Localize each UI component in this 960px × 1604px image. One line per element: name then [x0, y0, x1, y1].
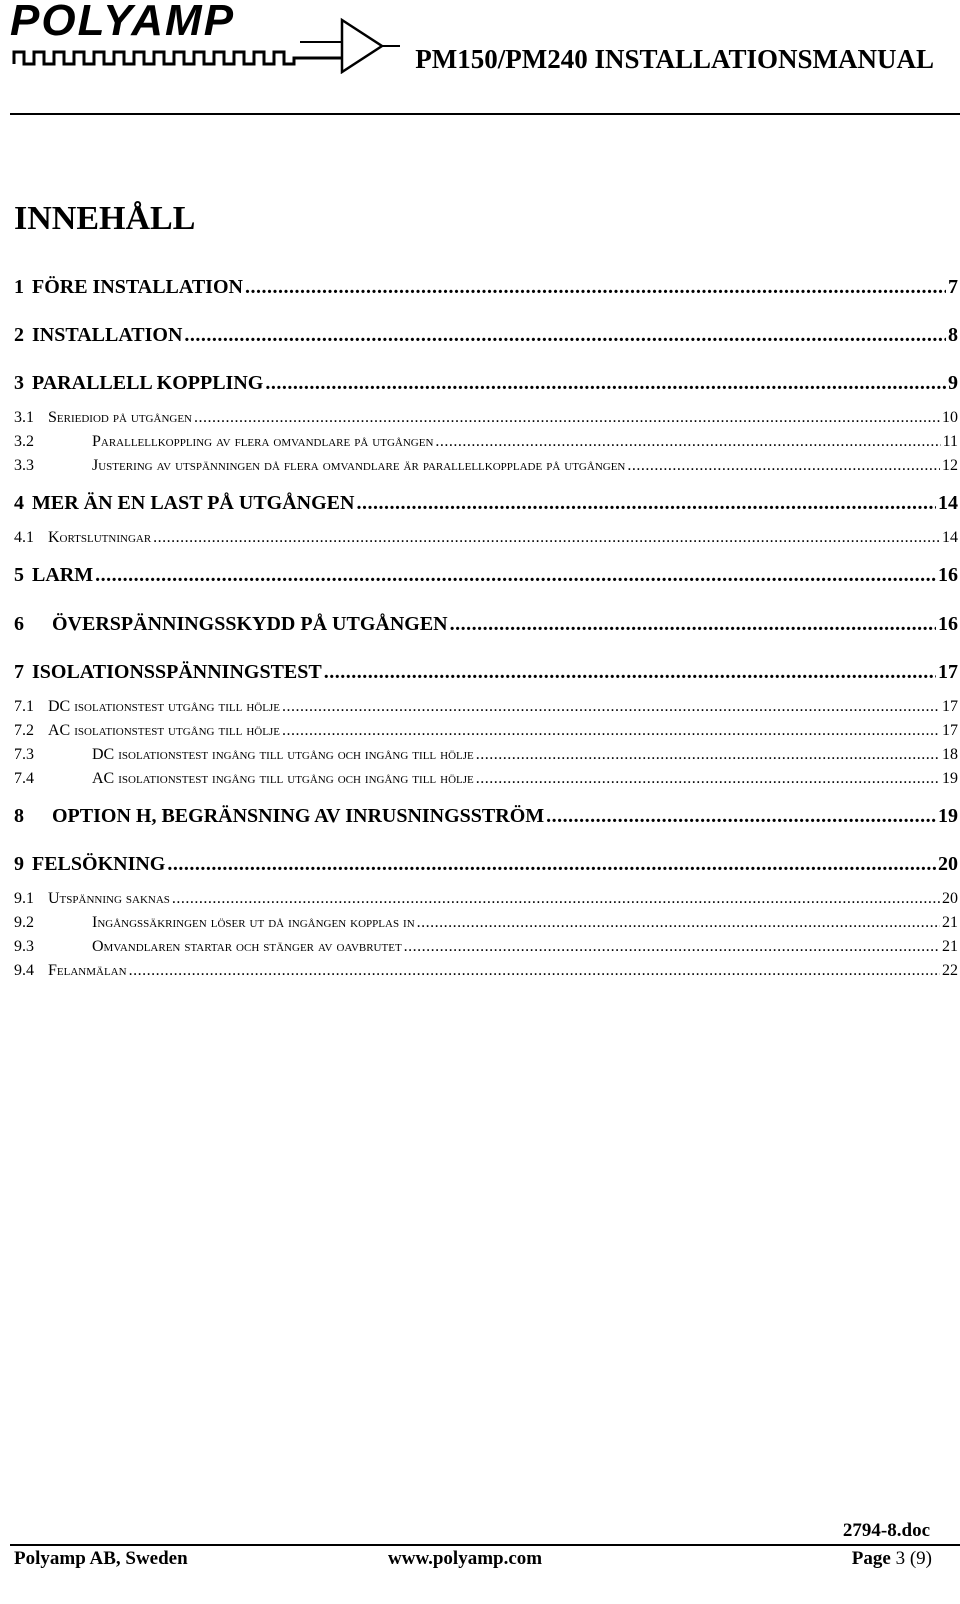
- toc-dot-leader: [194, 409, 940, 427]
- toc-entry[interactable]: [14, 492, 958, 516]
- toc-entry-number: 1: [14, 276, 24, 298]
- toc-entry-number: 7.3: [14, 746, 34, 763]
- toc-entry[interactable]: [14, 722, 958, 744]
- toc-entry-page: 22: [942, 962, 958, 979]
- toc-entry-page: 10: [942, 409, 958, 426]
- toc-entry[interactable]: [14, 938, 958, 960]
- toc-entry-page: 16: [938, 613, 958, 635]
- toc-entry-page: 19: [938, 805, 958, 827]
- toc-entry-label: Felanmälan: [48, 962, 127, 979]
- toc-dot-leader: [404, 938, 940, 956]
- toc-entry-label: Kortslutningar: [48, 529, 152, 546]
- toc-entry-page: 21: [942, 938, 958, 955]
- toc-entry[interactable]: [14, 409, 958, 431]
- toc-dot-leader: [450, 613, 936, 636]
- toc-dot-leader: [282, 722, 940, 740]
- toc-entry-number: 9.1: [14, 890, 34, 907]
- toc-entry-number: 9.3: [14, 938, 34, 955]
- toc-entry[interactable]: [14, 962, 958, 984]
- toc-entry-page: 8: [948, 324, 958, 346]
- toc-entry-label: MER ÄN EN LAST PÅ UTGÅNGEN: [32, 492, 355, 514]
- toc-entry-label: AC isolationstest ingång till utgång och ingång till hölje: [92, 770, 474, 787]
- toc-entry-page: 12: [942, 457, 958, 474]
- toc-entry-page: 17: [942, 722, 958, 739]
- footer-doc-id: 2794-8.doc: [842, 1520, 930, 1541]
- contents-section: [14, 198, 958, 979]
- logo-wordmark: POLYAMP: [10, 0, 236, 45]
- toc-entry-number: 6: [14, 613, 24, 635]
- toc-dot-leader: [627, 457, 940, 475]
- toc-entry-number: 7.4: [14, 770, 34, 787]
- toc-entry-number: 3: [14, 372, 24, 394]
- header-divider: [10, 113, 960, 115]
- toc-entry-page: 16: [938, 564, 958, 586]
- toc-dot-leader: [435, 433, 940, 451]
- toc-dot-leader: [476, 746, 940, 764]
- toc-dot-leader: [265, 372, 946, 395]
- toc-entry-label: INSTALLATION: [32, 324, 183, 346]
- toc-entry[interactable]: [14, 613, 958, 637]
- toc-entry[interactable]: [14, 805, 958, 829]
- toc-entry-page: 21: [942, 914, 958, 931]
- toc-entry[interactable]: [14, 661, 958, 685]
- page-value: 3 (9): [895, 1548, 932, 1569]
- toc-entry[interactable]: [14, 564, 958, 588]
- toc-entry-label: Ingångssäkringen löser ut då ingången kopplas in: [92, 914, 415, 931]
- toc-entry-page: 14: [938, 492, 958, 514]
- toc-dot-leader: [282, 698, 940, 716]
- toc-entry-page: 17: [938, 661, 958, 683]
- toc-entry-number: 8: [14, 805, 24, 827]
- toc-dot-leader: [167, 853, 936, 876]
- toc-dot-leader: [184, 324, 946, 347]
- toc-dot-leader: [476, 770, 940, 788]
- toc-entry-label: ISOLATIONSSPÄNNINGSTEST: [32, 661, 322, 683]
- contents-heading: INNEHÅLL: [14, 200, 196, 237]
- toc-entry[interactable]: [14, 853, 958, 877]
- toc-dot-leader: [324, 661, 936, 684]
- toc-entry-label: AC isolationstest utgång till hölje: [48, 722, 280, 739]
- toc-entry[interactable]: [14, 276, 958, 300]
- document-title: PM150/PM240 INSTALLATIONSMANUAL: [415, 44, 934, 74]
- toc-entry-label: OPTION H, BEGRÄNSNING AV INRUSNINGSSTRÖM: [52, 805, 545, 827]
- toc-entry-label: PARALLELL KOPPLING: [32, 372, 264, 394]
- toc-entry[interactable]: [14, 372, 958, 396]
- toc-entry-page: 17: [942, 698, 958, 715]
- toc-entry-page: 11: [942, 433, 958, 450]
- toc-entry-label: Seriediod på utgången: [48, 409, 192, 426]
- toc-entry-page: 9: [948, 372, 958, 394]
- toc-entry[interactable]: [14, 324, 958, 348]
- toc-dot-leader: [546, 805, 936, 828]
- toc-entry-page: 14: [942, 529, 958, 546]
- footer-website[interactable]: www.polyamp.com: [388, 1548, 543, 1569]
- toc-entry-label: Omvandlaren startar och stänger av oavbrutet: [92, 938, 402, 955]
- toc-entry-page: 19: [942, 770, 958, 787]
- toc-dot-leader: [245, 276, 946, 299]
- toc-entry-label: Justering av utspänningen då flera omvandlare är parallellkopplade på utgången: [92, 457, 626, 474]
- toc-entry[interactable]: [14, 890, 958, 912]
- toc-dot-leader: [417, 914, 940, 932]
- footer-company: Polyamp AB, Sweden: [14, 1548, 188, 1569]
- toc-entry-page: 18: [942, 746, 958, 763]
- footer-divider: [10, 1544, 960, 1546]
- toc-dot-leader: [153, 529, 940, 547]
- toc-entry-number: 9.4: [14, 962, 34, 979]
- toc-entry-label: DC isolationstest ingång till utgång och ingång till hölje: [92, 746, 474, 763]
- toc-entry-label: Utspänning saknas: [48, 890, 170, 907]
- footer-page-number: [852, 1548, 932, 1570]
- toc-dot-leader: [129, 962, 940, 980]
- polyamp-logo: [10, 2, 400, 74]
- toc-dot-leader: [95, 564, 936, 587]
- toc-dot-leader: [356, 492, 936, 515]
- toc-entry[interactable]: [14, 770, 958, 792]
- toc-entry-label: LARM: [32, 564, 94, 586]
- toc-entry-number: 7: [14, 661, 24, 683]
- toc-entry-label: Parallellkoppling av flera omvandlare på utgången: [92, 433, 434, 450]
- toc-entry-number: 9.2: [14, 914, 34, 931]
- toc-entry[interactable]: [14, 698, 958, 720]
- toc-entry[interactable]: [14, 457, 958, 479]
- toc-entry-page: 20: [938, 853, 958, 875]
- toc-entry-number: 3.2: [14, 433, 34, 450]
- toc-entry-label: ÖVERSPÄNNINGSSKYDD PÅ UTGÅNGEN: [52, 613, 448, 635]
- toc-entry-label: FÖRE INSTALLATION: [32, 276, 243, 298]
- toc-entry-number: 3.1: [14, 409, 34, 426]
- toc-entry-page: 20: [942, 890, 958, 907]
- toc-entry-number: 7.2: [14, 722, 34, 739]
- toc-entry-number: 4: [14, 492, 24, 514]
- amplifier-symbol-icon: [10, 2, 400, 74]
- toc-entry-number: 4.1: [14, 529, 34, 546]
- toc-entry-number: 7.1: [14, 698, 34, 715]
- toc-entry[interactable]: [14, 914, 958, 936]
- toc-entry[interactable]: [14, 529, 958, 551]
- toc-entry-number: 2: [14, 324, 24, 346]
- toc-entry-number: 9: [14, 853, 24, 875]
- toc-entry-number: 5: [14, 564, 24, 586]
- toc-entry-page: 7: [948, 276, 958, 298]
- toc-entry-number: 3.3: [14, 457, 34, 474]
- toc-entry[interactable]: [14, 433, 958, 455]
- page-label: Page: [851, 1548, 891, 1569]
- toc-dot-leader: [172, 890, 940, 908]
- toc-entry-label: FELSÖKNING: [32, 853, 166, 875]
- toc-entry[interactable]: [14, 746, 958, 768]
- page-header: [0, 0, 960, 118]
- toc-entry-label: DC isolationstest utgång till hölje: [48, 698, 280, 715]
